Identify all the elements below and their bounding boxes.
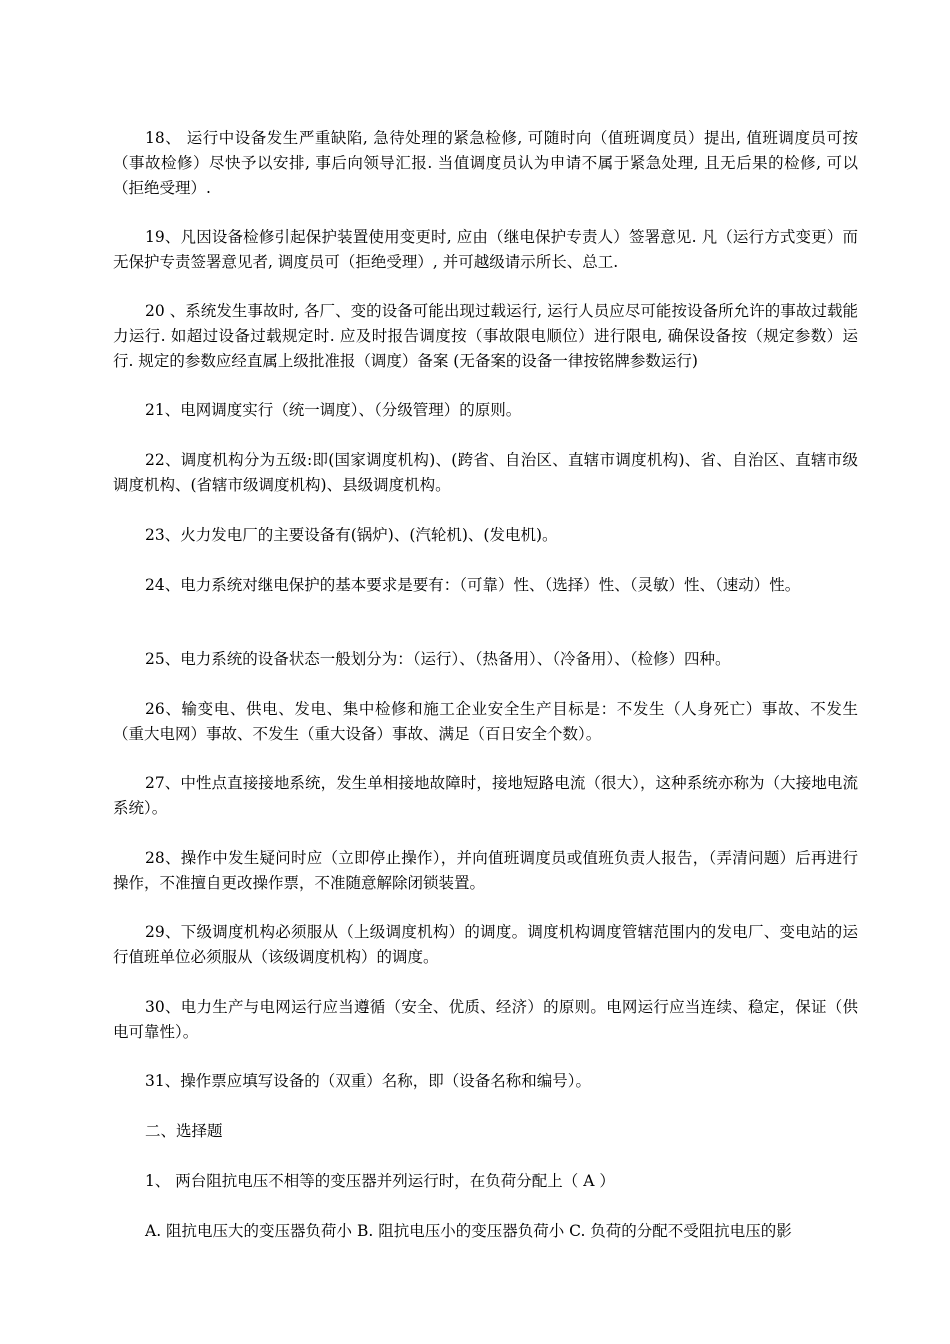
paragraph-29: 29、下级调度机构必须服从（上级调度机构）的调度。调度机构调度管辖范围内的发电厂、变电站的运行值班单位必须服从（该级调度机构）的调度。: [113, 923, 858, 966]
paragraph-22: 22、调度机构分为五级:即(国家调度机构)、(跨省、自治区、直辖市调度机构)、省、自治区、直辖市级调度机构、(省辖市级调度机构)、县级调度机构。: [113, 451, 858, 494]
question-1-options: A. 阻抗电压大的变压器负荷小 B. 阻抗电压小的变压器负荷小 C. 负荷的分配不受阻抗电压的影: [145, 1222, 792, 1240]
paragraph-26: 26、输变电、供电、发电、集中检修和施工企业安全生产目标是：不发生（人身死亡）事故、不发生（重大电网）事故、不发生（重大设备）事故、满足（百日安全个数）。: [113, 700, 858, 743]
paragraph-21: 21、电网调度实行（统一调度）、（分级管理）的原则。: [145, 401, 522, 419]
paragraph-18: 18、 运行中设备发生严重缺陷, 急待处理的紧急检修, 可随时向（值班调度员）提出, 值班调度员可按（事故检修）尽快予以安排, 事后向领导汇报. 当值调度员认为申请不属于紧急处理, 且无后果的检修, 可以（拒绝受理）.: [113, 129, 858, 197]
paragraph-20: 20 、系统发生事故时, 各厂、变的设备可能出现过载运行, 运行人员应尽可能按设备所允许的事故过载能力运行. 如超过设备过载规定时. 应及时报告调度按（事故限电顺位）进行限电, 确保设备按（规定参数）运行. 规定的参数应经直属上级批准报（调度）备案 (无备案的设备一律按铭牌参数运行): [113, 302, 858, 370]
paragraph-30: 30、电力生产与电网运行应当遵循（安全、优质、经济）的原则。电网运行应当连续、稳定，保证（供电可靠性）。: [113, 998, 858, 1041]
paragraph-23: 23、火力发电厂的主要设备有(锅炉)、(汽轮机)、(发电机)。: [145, 526, 558, 544]
paragraph-27: 27、中性点直接接地系统，发生单相接地故障时，接地短路电流（很大），这种系统亦称为（大接地电流系统）。: [113, 774, 858, 817]
paragraph-28: 28、操作中发生疑问时应（立即停止操作），并向值班调度员或值班负责人报告，（弄清问题）后再进行操作，不准擅自更改操作票，不准随意解除闭锁装置。: [113, 849, 858, 892]
paragraph-24: 24、电力系统对继电保护的基本要求是要有：（可靠）性、（选择）性、（灵敏）性、（速动）性。: [145, 576, 801, 594]
question-1: 1、 两台阻抗电压不相等的变压器并列运行时，在负荷分配上（ A ）: [145, 1172, 615, 1190]
section-heading-choice: 二、选择题: [145, 1122, 223, 1140]
paragraph-25: 25、电力系统的设备状态一般划分为：（运行）、（热备用）、（冷备用）、（检修）四种。: [145, 650, 731, 668]
paragraph-31: 31、操作票应填写设备的（双重）名称，即（设备名称和编号）。: [145, 1072, 591, 1090]
paragraph-19: 19、凡因设备检修引起保护装置使用变更时, 应由（继电保护专责人）签署意见. 凡（运行方式变更）而无保护专责签署意见者, 调度员可（拒绝受理）, 并可越级请示所长、总工.: [113, 228, 858, 271]
